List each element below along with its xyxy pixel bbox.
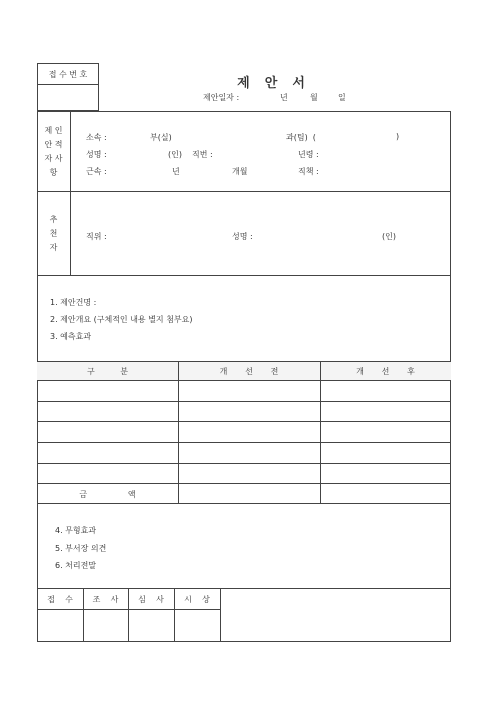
item-proposal-title: 1. 제안건명 : xyxy=(50,298,97,307)
proposer-team-label: 과(팀) ( xyxy=(286,133,316,142)
divider-recommender-items xyxy=(37,275,451,276)
proposer-service-month: 개월 xyxy=(232,167,248,176)
receipt-number-label: 접 수 번 호 xyxy=(48,70,88,79)
effect-table-header-after: 개 선 후 xyxy=(356,367,415,376)
item-intangible-effect: 4. 무형효과 xyxy=(55,526,97,535)
process-header-review: 심 사 xyxy=(138,595,164,604)
proposer-team-close: ) xyxy=(396,132,400,141)
proposer-department-label: 부(실) xyxy=(150,133,172,142)
process-header-receipt: 접 수 xyxy=(47,595,73,604)
proposal-date-month: 월 xyxy=(310,93,318,102)
recommender-seal: (인) xyxy=(382,232,396,241)
recommender-position-label: 직위 : xyxy=(86,232,107,241)
item-proposal-summary: 2. 제안개요 (구체적인 내용 별지 첨부요) xyxy=(50,315,193,324)
process-header-award: 시 상 xyxy=(184,595,210,604)
proposer-seal: (인) xyxy=(168,150,182,159)
effect-table-header-before: 개 선 전 xyxy=(219,367,279,376)
receipt-number-divider xyxy=(38,84,98,85)
process-table-col-divider xyxy=(220,588,221,642)
left-column-divider xyxy=(70,111,71,275)
divider-proposer-recommender xyxy=(37,191,451,192)
item-processing-result: 6. 처리전말 xyxy=(55,561,97,570)
proposer-position-label: 직번 : xyxy=(192,150,213,159)
process-header-investigation: 조 사 xyxy=(92,595,119,604)
page-title: 제 안 서 xyxy=(237,76,307,91)
proposer-affiliation-label: 소속 : xyxy=(86,133,107,142)
proposer-name-label: 성명 : xyxy=(86,150,107,159)
proposer-section-label: 제 인 안 적 자 사 항 xyxy=(44,126,63,177)
item-dept-head-opinion: 5. 부서장 의견 xyxy=(55,544,107,553)
effect-table-row-divider xyxy=(37,401,451,402)
proposal-date-day: 일 xyxy=(338,93,346,102)
effect-table-row-divider xyxy=(37,483,451,484)
effect-table-row-divider xyxy=(37,380,451,381)
proposer-service-year: 년 xyxy=(172,167,180,176)
proposal-date-label: 제안일자 : xyxy=(203,93,240,102)
recommender-section-label: 추 천 자 xyxy=(49,215,58,252)
proposal-date-year: 년 xyxy=(280,93,288,102)
receipt-number-box xyxy=(37,63,99,111)
effect-table-row-divider xyxy=(37,463,451,464)
proposer-rank-label: 직책 : xyxy=(298,167,319,176)
recommender-name-label: 성명 : xyxy=(232,232,253,241)
item-expected-effect: 3. 예측효과 xyxy=(50,332,92,341)
process-table-top xyxy=(37,588,451,589)
proposer-service-label: 근속 : xyxy=(86,167,107,176)
proposer-age-label: 년령 : xyxy=(298,150,319,159)
effect-table-total-label: 금 액 xyxy=(79,490,136,499)
effect-table-header-category: 구 분 xyxy=(87,367,128,376)
effect-table-row-divider xyxy=(37,442,451,443)
effect-table-row-divider xyxy=(37,421,451,422)
